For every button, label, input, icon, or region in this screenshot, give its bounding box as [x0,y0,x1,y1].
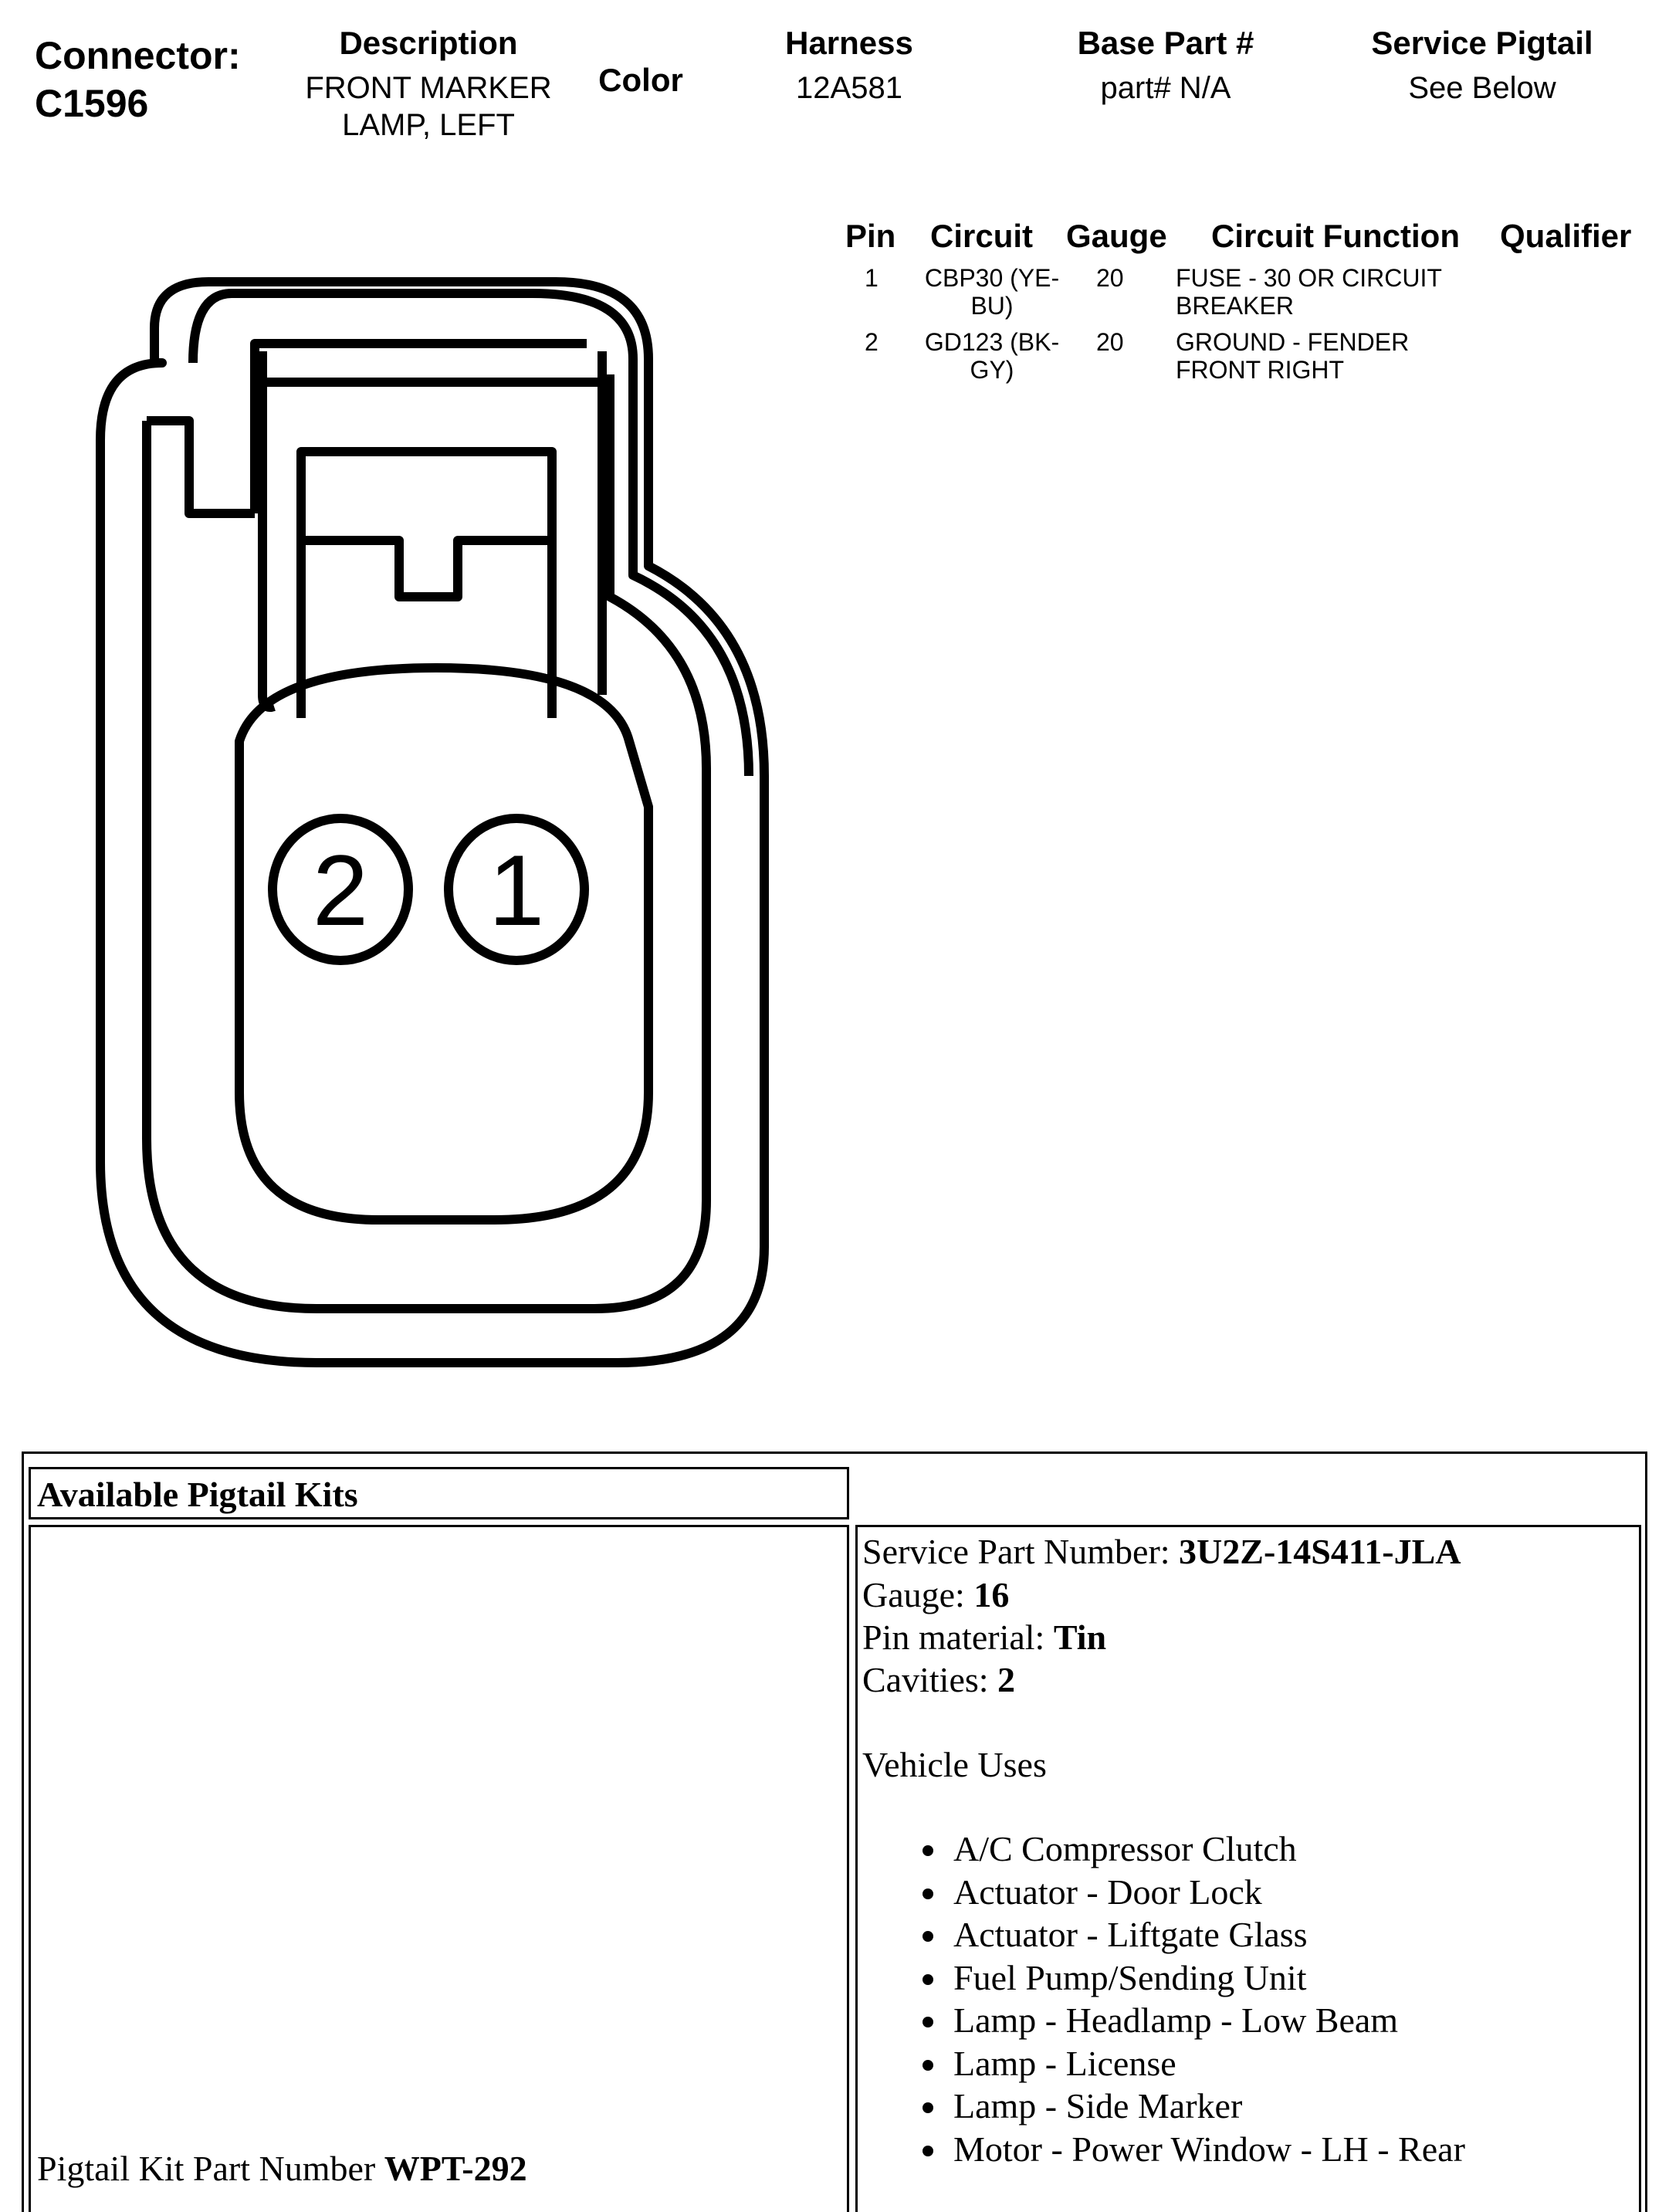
latch-notch [301,540,552,597]
description-column [286,22,571,144]
pin-header: Pin [845,218,896,254]
circuit-line1: CBP30 (YE- [924,264,1060,292]
harness-label: Harness [785,25,913,61]
table-row-gauge: 20 [1096,264,1124,292]
list-item: • Actuator - Door Lock [949,1871,1465,1914]
table-row-circuit [907,264,1077,320]
service-part-label: Service Part Number: [862,1532,1180,1571]
vehicle-uses-label: Vehicle Uses [862,1745,1047,1784]
color-label: Color [598,62,683,98]
harness-value: 12A581 [796,71,902,105]
description-value-line2: LAMP, LEFT [342,108,515,142]
description-label: Description [339,25,518,61]
pin-label-1: 1 [488,834,545,947]
list-item: • Motor - Power Window - LH - Rear [949,2128,1465,2171]
table-row-pin: 2 [865,328,879,356]
pigtail-kit-value: WPT-292 [384,2149,527,2188]
qualifier-header: Qualifier [1500,218,1632,254]
function-line2: BREAKER [1176,292,1294,320]
circuit-line2: BU) [970,292,1014,320]
description-value-line1: FRONT MARKER [305,71,552,105]
table-row-gauge: 20 [1096,328,1124,356]
connector-id: C1596 [35,82,149,125]
pigtail-title: Available Pigtail Kits [37,1475,358,1514]
circuit-header: Circuit [930,218,1034,254]
pin-label-2: 2 [312,834,369,947]
outer-housing-outline [100,282,764,1363]
table-row-function [1176,328,1409,384]
pin-material-label: Pin material: [862,1618,1054,1657]
cavities-label: Cavities: [862,1660,998,1699]
inner-cavity-outline [147,344,587,513]
table-row-function [1176,264,1442,320]
pigtail-kit-line [37,2147,527,2190]
circuit-line1: GD123 (BK- [924,328,1060,356]
base-part-label: Base Part # [1077,25,1254,61]
gauge-label: Gauge: [862,1575,974,1614]
gauge-header: Gauge [1066,218,1167,254]
function-line2: FRONT RIGHT [1176,356,1345,384]
inner-housing-outline [193,293,749,776]
pigtail-kit-label: Pigtail Kit Part Number [37,2149,384,2188]
base-part-value: part# N/A [1100,71,1231,105]
function-header: Circuit Function [1211,218,1460,254]
list-item: • Actuator - Liftgate Glass [949,1913,1465,1956]
gauge-line [862,1573,1009,1617]
service-pigtail-column [1328,22,1637,107]
pigtail-kit-box [29,1525,849,2212]
circuit-line2: GY) [970,356,1014,384]
cavities-line [862,1658,1015,1702]
list-item: • A/C Compressor Clutch [949,1828,1465,1871]
connector-label: Connector: [35,34,241,77]
pigtail-details-box [855,1525,1641,2212]
table-row-circuit [907,328,1077,384]
cavities-value: 2 [997,1660,1016,1699]
service-pigtail-value: See Below [1408,71,1556,105]
gauge-value: 16 [973,1575,1010,1614]
function-line1: FUSE - 30 OR CIRCUIT [1176,264,1442,292]
list-item: • Lamp - License [949,2042,1465,2085]
table-row-pin: 1 [865,264,879,292]
pigtail-title-box [29,1467,849,1519]
list-item: • Fuel Pump/Sending Unit [949,1956,1465,2000]
list-item: • Lamp - Headlamp - Low Beam [949,1999,1465,2042]
service-part-line [862,1530,1461,1573]
vehicle-uses-list [858,1828,1465,2170]
list-item: • Lamp - Side Marker [949,2085,1465,2128]
service-part-value: 3U2Z-14S411-JLA [1179,1532,1461,1571]
function-line1: GROUND - FENDER [1176,328,1410,356]
base-part-column [1027,22,1305,107]
harness-column [733,22,965,107]
service-pigtail-label: Service Pigtail [1371,25,1593,61]
connector-face-diagram [85,274,780,1370]
pin-material-value: Tin [1053,1618,1107,1657]
pin-material-line [862,1616,1106,1659]
color-column [571,59,710,102]
